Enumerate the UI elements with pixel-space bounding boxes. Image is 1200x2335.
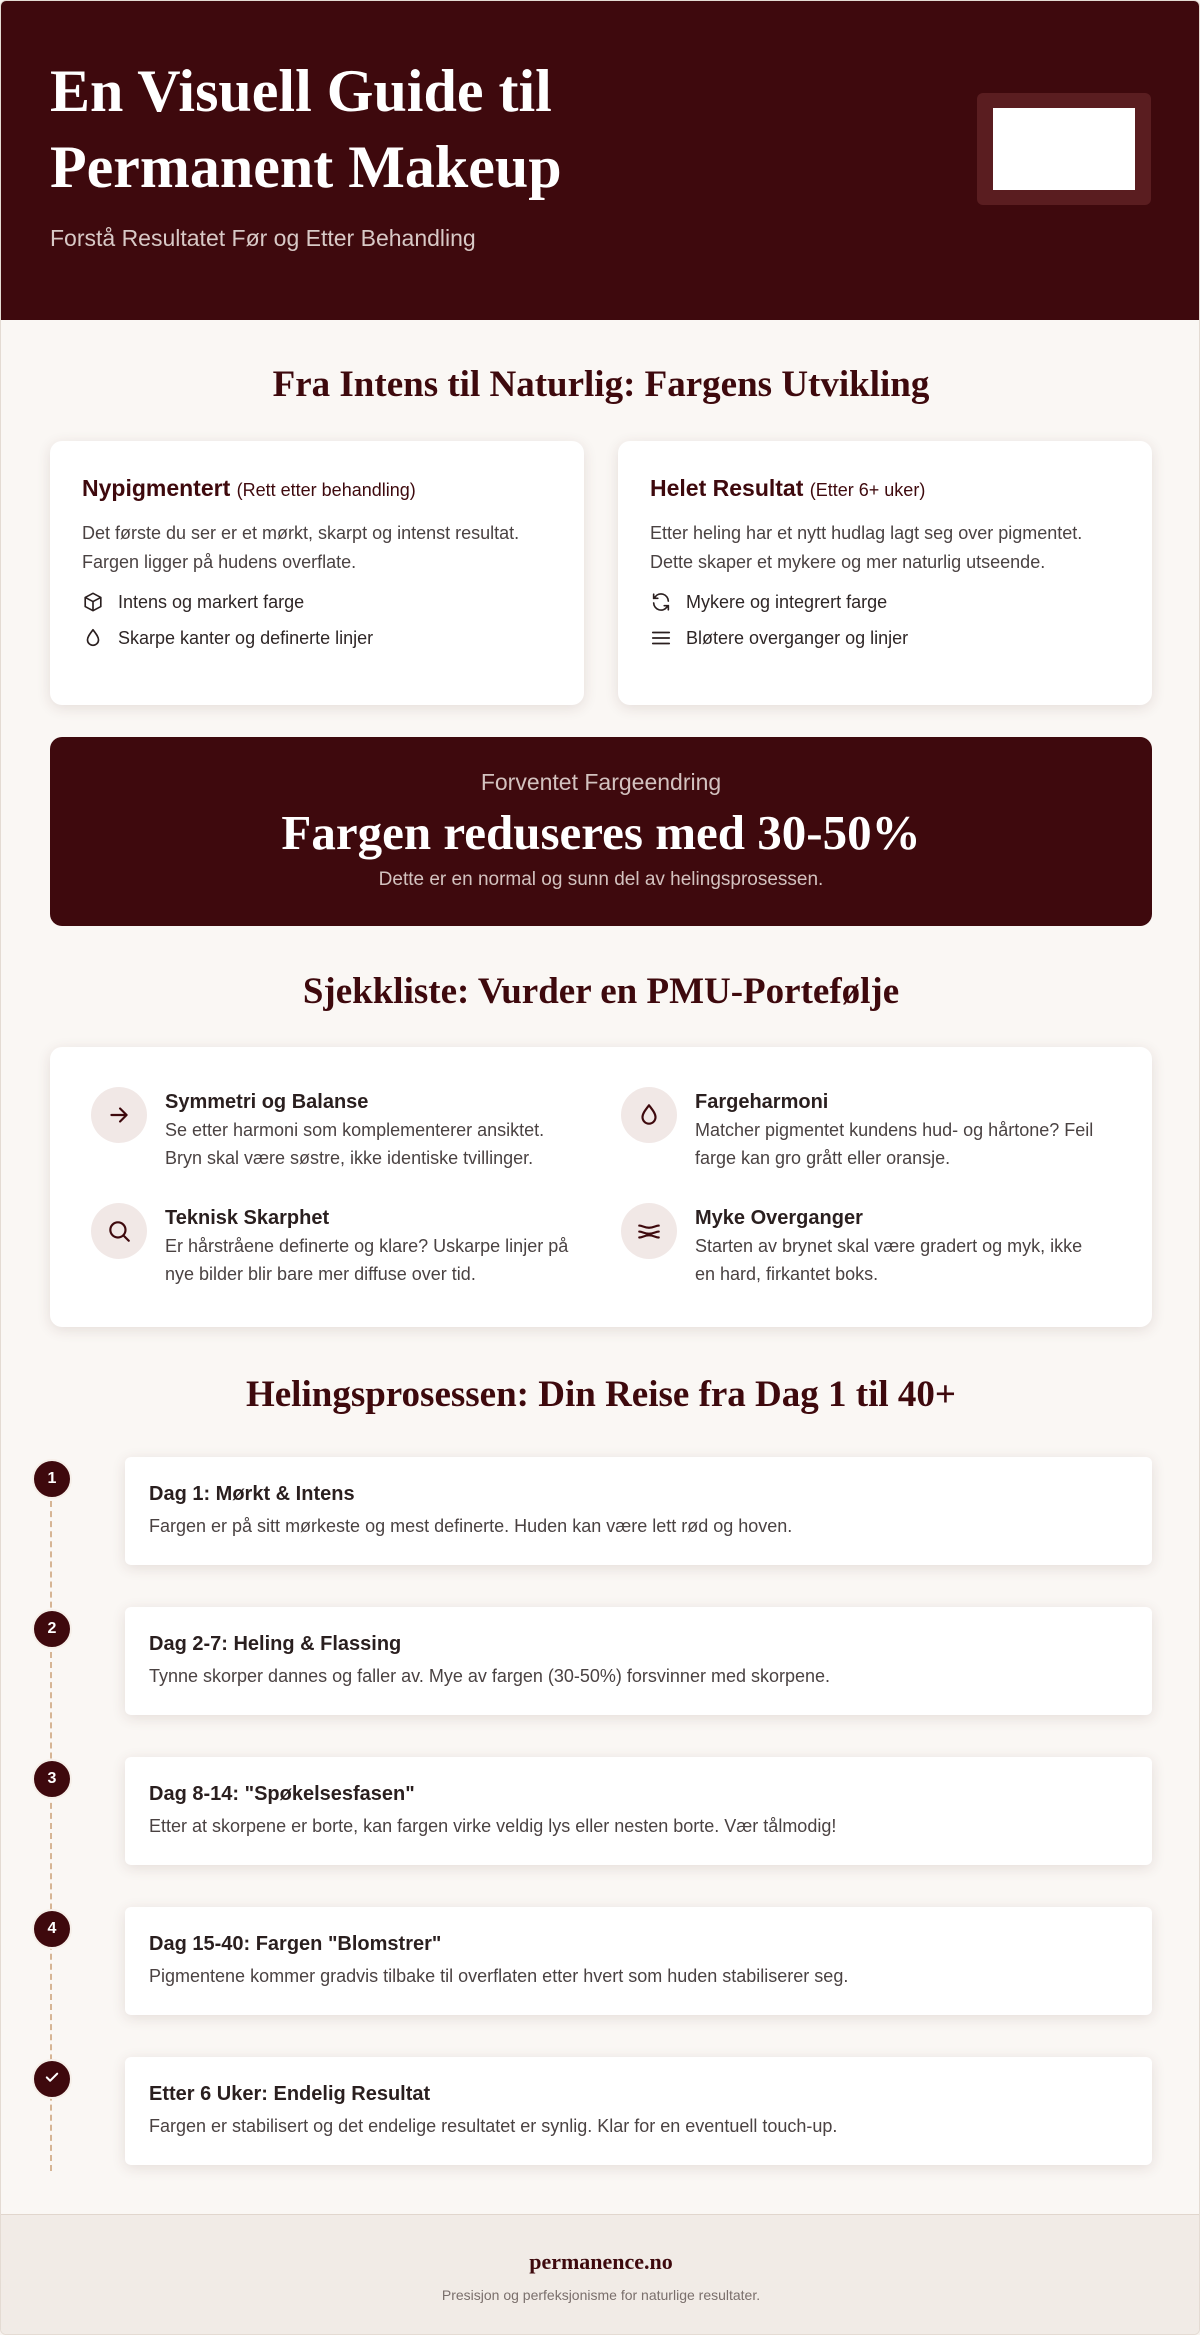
feature-text: Skarpe kanter og definerte linjer	[118, 627, 374, 648]
checklist-item	[621, 1087, 1101, 1172]
timeline-step-card	[125, 1757, 1152, 1865]
step-marker: 4	[32, 1909, 72, 1949]
checklist-item-description: Er hårstråene definerte og klare? Uskarpe linjer på nye bilder blir bare mer diffuse over tid.	[165, 1236, 569, 1284]
feature-item	[82, 591, 552, 613]
timeline-step-card	[125, 1907, 1152, 2015]
feature-item	[82, 627, 552, 649]
card-title	[650, 475, 1120, 502]
feature-item	[650, 627, 1120, 649]
checklist-item-title: Myke Overganger	[695, 1207, 863, 1229]
feature-item	[650, 591, 1120, 613]
step-description: Tynne skorper dannes og faller av. Mye av fargen (30-50%) forsvinner med skorpene.	[149, 1666, 831, 1686]
card-title-subtitle: (Rett etter behandling)	[236, 480, 416, 500]
logo-image	[993, 108, 1135, 190]
cube-icon	[82, 591, 104, 613]
drop-icon	[621, 1087, 677, 1143]
step-marker: 3	[32, 1759, 72, 1799]
page-title: En Visuell Guide til Permanent Makeup	[50, 58, 562, 200]
checklist-item	[91, 1203, 571, 1288]
feature-text: Intens og markert farge	[118, 591, 305, 612]
banner-headline: Fargen reduseres med 30-50%	[281, 805, 921, 860]
step-title: Dag 8-14: "Spøkelsesfasen"	[149, 1783, 415, 1805]
step-marker: 2	[32, 1609, 72, 1649]
check-icon	[43, 2068, 61, 2091]
checklist-section-title: Sjekkliste: Vurder en PMU-Portefølje	[302, 971, 900, 1012]
page-subtitle: Forstå Resultatet Før og Etter Behandling	[50, 225, 476, 251]
healed-result-card	[618, 441, 1152, 705]
card-description: Det første du ser er et mørkt, skarpt og intenst resultat. Fargen ligger på hudens overflate.	[82, 523, 520, 572]
step-description: Etter at skorpene er borte, kan fargen virke veldig lys eller nesten borte. Vær tålmodig!	[149, 1816, 837, 1836]
card-description: Etter heling har et nytt hudlag lagt seg over pigmentet. Dette skaper et mykere og mer naturlig utseende.	[650, 523, 1083, 572]
banner-label: Forventet Fargeendring	[480, 769, 722, 795]
timeline-step-card	[125, 1607, 1152, 1715]
waves-icon	[621, 1203, 677, 1259]
feature-text: Bløtere overganger og linjer	[686, 627, 909, 648]
footer	[1, 2214, 1200, 2335]
card-title-text: Helet Resultat	[650, 475, 804, 501]
checklist-item-title: Teknisk Skarphet	[165, 1207, 330, 1229]
step-title: Etter 6 Uker: Endelig Resultat	[149, 2083, 431, 2105]
checklist-item-title: Fargeharmoni	[695, 1091, 829, 1113]
footer-brand: permanence.no	[529, 2249, 673, 2274]
step-description: Pigmentene kommer gradvis tilbake til overflaten etter hvert som huden stabiliserer seg.	[149, 1966, 849, 1986]
fresh-result-card	[50, 441, 584, 705]
footer-tagline: Presisjon og perfeksjonisme for naturlige resultater.	[441, 2287, 761, 2303]
card-title-text: Nypigmentert	[82, 475, 231, 501]
timeline-section-title: Helingsprosessen: Din Reise fra Dag 1 til 40+	[245, 1374, 956, 1415]
step-description: Fargen er stabilisert og det endelige resultatet er synlig. Klar for en eventuell touch-up.	[149, 2116, 838, 2136]
timeline-step-card	[125, 2057, 1152, 2165]
checklist-item	[91, 1087, 571, 1172]
checklist-item-description: Starten av brynet skal være gradert og myk, ikke en hard, firkantet boks.	[695, 1236, 1083, 1284]
menu-lines-icon	[650, 627, 672, 649]
color-change-banner	[50, 737, 1152, 926]
evolution-section-title: Fra Intens til Naturlig: Fargens Utvikling	[272, 364, 930, 405]
feature-text: Mykere og integrert farge	[686, 591, 888, 612]
step-title: Dag 2-7: Heling & Flassing	[149, 1633, 402, 1655]
step-marker-check	[32, 2059, 72, 2099]
card-title	[82, 475, 552, 502]
checklist-item	[621, 1203, 1101, 1288]
step-marker: 1	[32, 1459, 72, 1499]
arrow-right-icon	[91, 1087, 147, 1143]
card-title-subtitle: (Etter 6+ uker)	[809, 480, 926, 500]
drop-icon	[82, 627, 104, 649]
step-title: Dag 1: Mørkt & Intens	[149, 1483, 355, 1505]
search-icon	[91, 1203, 147, 1259]
hero-header	[1, 1, 1199, 320]
checklist-card	[50, 1047, 1152, 1327]
checklist-item-title: Symmetri og Balanse	[165, 1091, 369, 1113]
timeline-step-card	[125, 1457, 1152, 1565]
refresh-icon	[650, 591, 672, 613]
step-description: Fargen er på sitt mørkeste og mest definerte. Huden kan være lett rød og hoven.	[149, 1516, 793, 1536]
checklist-item-description: Se etter harmoni som komplementerer ansiktet. Bryn skal være søstre, ikke identiske tvillinger.	[165, 1120, 545, 1168]
banner-note: Dette er en normal og sunn del av helingsprosessen.	[378, 869, 824, 890]
step-title: Dag 15-40: Fargen "Blomstrer"	[149, 1933, 442, 1955]
logo-placeholder	[977, 93, 1151, 205]
checklist-item-description: Matcher pigmentet kundens hud- og hårtone? Feil farge kan gro grått eller oransje.	[695, 1120, 1094, 1168]
